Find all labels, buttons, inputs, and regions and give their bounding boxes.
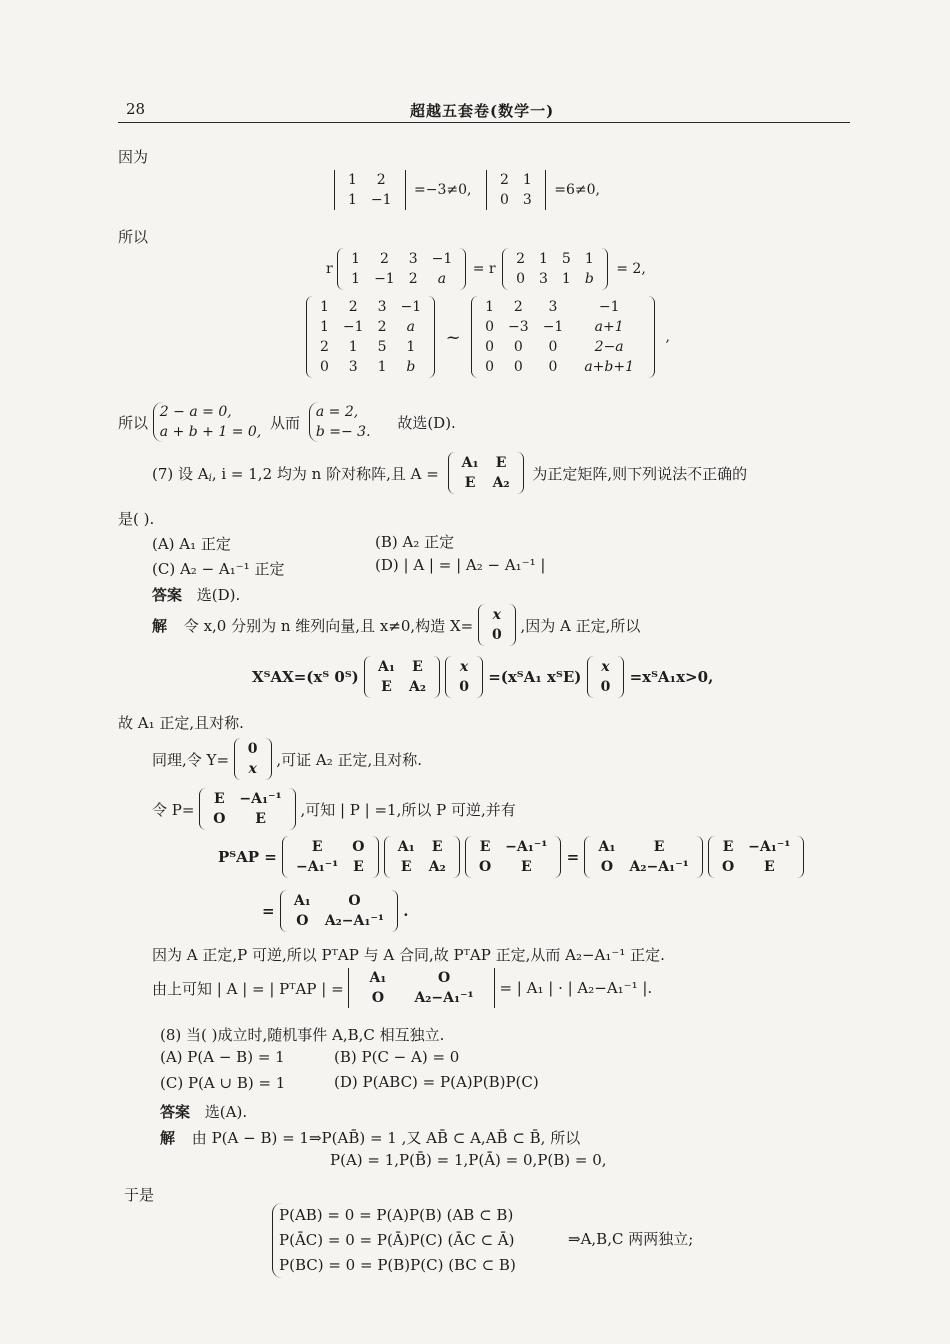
similar-sign: ~: [445, 326, 461, 348]
p-matrix: [199, 788, 295, 830]
q7-subscript: i: [208, 473, 212, 484]
matrix-cell: O: [721, 859, 735, 875]
det1-cell: 2: [376, 172, 386, 188]
option-c: (C) A₂ − A₁⁻¹ 正定: [152, 560, 285, 578]
matrix-cell: E: [464, 475, 476, 491]
matrix-cell: 0: [485, 339, 495, 355]
det-a-block: [348, 968, 494, 1008]
system-row: a = 2,: [315, 404, 359, 420]
vector-x0: [478, 604, 516, 646]
p-text-b: ,可知 | P | =1,所以 P 可逆,并有: [300, 800, 516, 819]
option-b: (B) A₂ 正定: [375, 533, 455, 551]
matrix-cell: O: [437, 970, 451, 986]
matrix-cell: 0: [485, 359, 495, 375]
matrix-cell: −A₁⁻¹: [239, 791, 282, 807]
solution-label: 解: [160, 1129, 176, 1147]
det-a-text-b: = | A₁ | · | A₂−A₁⁻¹ |.: [499, 979, 653, 997]
matrix-cell: −3: [508, 319, 529, 335]
eq2-matrix-3: [465, 836, 561, 878]
matrix-cell: 0: [600, 679, 611, 695]
solution-7-intro: [152, 604, 640, 646]
system-row: a + b + 1 = 0,: [159, 424, 262, 440]
matrix-cell: −A₁⁻¹: [505, 839, 548, 855]
choice-d: 故选(D).: [397, 413, 456, 432]
option-d: (D) | A | = | A₂ − A₁⁻¹ |: [375, 556, 546, 574]
det1-cell: 1: [348, 172, 357, 188]
matrix-cell: 0: [548, 359, 558, 375]
pairwise-conclusion: ⇒A,B,C 两两独立;: [568, 1230, 694, 1248]
rank-matrix-2: [502, 248, 608, 290]
running-title: 超越五套卷(数学一): [410, 102, 555, 120]
matrix-cell: −1: [400, 299, 422, 315]
matrix-cell: 3: [348, 359, 358, 375]
matrix-cell: O: [213, 811, 226, 827]
text-suoyi-2: 所以: [118, 413, 149, 432]
matrix-cell: 5: [561, 251, 571, 267]
matrix-cell: E: [412, 659, 423, 675]
matrix-cell: x: [459, 659, 469, 675]
rank-equals: = r: [472, 261, 496, 277]
q8-option-b: (B) P(C − A) = 0: [334, 1048, 460, 1066]
matrix-cell: 0: [513, 359, 523, 375]
eq1-middle: =(xᵀA₁ xᵀE): [488, 668, 582, 686]
matrix-cell: E: [381, 679, 392, 695]
matrix-cell: O: [296, 913, 309, 929]
quadratic-form-equation: [252, 656, 713, 698]
matrix-cell: A₁: [461, 455, 479, 471]
q7-text-a: (7) 设 A: [152, 464, 209, 483]
matrix-cell: E: [400, 859, 412, 875]
question-7: [152, 452, 747, 494]
sol8-text-a: 由 P(A − B) = 1⇒P(AB̄) = 1 ,又 AB̄ ⊂ A,AB̄ ⊂ B̄, 所以: [191, 1129, 581, 1147]
matrix-cell: x: [601, 659, 610, 675]
answer-7: [152, 584, 240, 605]
matrix-cell: a+b+1: [584, 359, 635, 375]
matrix-cell: A₂: [408, 679, 426, 695]
matrix-cell: E: [213, 791, 225, 807]
sol7-text-b: ,因为 A 正定,所以: [520, 616, 641, 635]
matrix-cell: A₂−A₁⁻¹: [629, 859, 689, 875]
matrix-cell: 0: [513, 339, 523, 355]
y-text-b: ,可证 A₂ 正定,且对称.: [276, 750, 423, 769]
solution-label: 解: [152, 616, 168, 635]
vector-0x: [234, 738, 272, 780]
matrix-cell: E: [479, 839, 491, 855]
q7-block-matrix: [448, 452, 524, 494]
matrix-cell: −1: [374, 271, 395, 287]
matrix-cell: A₁: [377, 659, 395, 675]
system-row: P(BC) = 0 = P(B)P(C) (BC ⊂ B): [279, 1256, 516, 1274]
matrix-cell: −1: [598, 299, 620, 315]
determinant-2: [486, 170, 546, 210]
matrix-cell: 3: [377, 299, 387, 315]
p-matrix-line: [152, 788, 516, 830]
det1-value: =−3≠0,: [414, 182, 472, 198]
eq2-matrix-1: [282, 836, 378, 878]
answer-text: 选(D).: [196, 586, 241, 604]
matrix-cell: a: [406, 319, 415, 335]
eq2-matrix-2: [384, 836, 460, 878]
matrix-cell: A₂: [428, 859, 446, 875]
solution-systems: [118, 402, 456, 442]
matrix-cell: 1: [351, 251, 361, 267]
ptap-equation: [218, 836, 804, 878]
matrix-cell: −1: [542, 319, 564, 335]
system-row: P(AB) = 0 = P(A)P(B) (AB ⊂ B): [279, 1206, 514, 1224]
answer-label: 答案: [160, 1103, 191, 1121]
matrix-cell: b: [406, 359, 416, 375]
rank-value: = 2,: [616, 261, 646, 277]
pairwise-independence-system: [272, 1203, 516, 1278]
matrix-cell: 3: [548, 299, 558, 315]
matrix-cell: 1: [351, 271, 361, 287]
y-text-a: 同理,令 Y=: [152, 750, 230, 769]
independence-brace: [272, 1203, 516, 1278]
matrix-cell: 1: [584, 251, 594, 267]
eq1-vector-1: [445, 656, 483, 698]
answer-label: 答案: [152, 586, 183, 604]
matrix-cell: 1: [377, 359, 387, 375]
matrix-cell: A₁: [598, 839, 616, 855]
matrix-cell: E: [653, 839, 665, 855]
matrix-cell: 0: [491, 627, 502, 643]
sol7-text-a: 令 x,0 分别为 n 维列向量,且 x≠0,构造 X=: [183, 616, 474, 635]
matrix-cell: 0: [320, 359, 329, 375]
matrix-cell: E: [431, 839, 443, 855]
page-number: 28: [126, 100, 146, 118]
q8-option-a: (A) P(A − B) = 1: [160, 1048, 285, 1066]
matrix-cell: A₁: [369, 970, 387, 986]
matrix-cell: 0: [459, 679, 469, 695]
matrix-cell: 1: [320, 319, 329, 335]
matrix-cell: −1: [342, 319, 364, 335]
p-text-a: 令 P=: [152, 800, 195, 819]
matrix-cell: x: [492, 607, 502, 623]
system-row: P(ĀC) = 0 = P(Ā)P(C) (ĀC ⊂ Ā): [279, 1231, 515, 1249]
det1-cell: −1: [370, 192, 392, 208]
eq3-matrix: [280, 890, 398, 932]
matrix-cell: A₂: [492, 475, 510, 491]
matrix-cell: 2: [513, 299, 523, 315]
congruence-statement: 因为 A 正定,P 可逆,所以 PᵀAP 与 A 合同,故 PᵀAP 正定,从而 A₂−A₁⁻¹ 正定.: [152, 946, 665, 964]
det2-cell: 2: [499, 172, 509, 188]
matrix-cell: 2: [320, 339, 329, 355]
matrix-cell: 2: [348, 299, 358, 315]
eq2-matrix-5: [708, 836, 804, 878]
det2-value: =6≠0,: [554, 182, 600, 198]
matrix-cell: O: [600, 859, 614, 875]
det1-cell: 1: [348, 192, 357, 208]
matrix-reduction: [306, 296, 670, 378]
system-row: 2 − a = 0,: [159, 404, 232, 420]
q8-option-c: (C) P(A ∪ B) = 1: [160, 1074, 286, 1092]
solution-8-line-2: P(A) = 1,P(B̄) = 1,P(Ā) = 0,P(B) = 0,: [330, 1151, 607, 1169]
eq2-matrix-4: [584, 836, 702, 878]
matrix-cell: 5: [377, 339, 387, 355]
matrix-cell: a: [437, 271, 447, 287]
matrix-cell: 2: [408, 271, 418, 287]
rank-equation: [326, 248, 646, 290]
rank-symbol: r: [326, 261, 333, 277]
matrix-cell: A₁: [397, 839, 415, 855]
det2-cell: 0: [499, 192, 509, 208]
eq1-vector-2: [587, 656, 625, 698]
matrix-cell: E: [353, 859, 364, 875]
det2-cell: 3: [522, 192, 532, 208]
matrix-cell: 0: [247, 741, 258, 757]
matrix-cell: 1: [406, 339, 416, 355]
answer-8: [160, 1101, 247, 1122]
q7-text-c: 为正定矩阵,则下列说法不正确的: [532, 464, 748, 483]
answer-text: 选(A).: [204, 1103, 248, 1121]
text-yushi: 于是: [124, 1186, 155, 1204]
solution-8-line-1: [160, 1127, 580, 1148]
matrix-cell: b: [584, 271, 594, 287]
matrix-cell: −A₁⁻¹: [748, 839, 791, 855]
det-a-line: [152, 968, 652, 1008]
eq1-left: XᵀAX=(xᵀ 0ᵀ): [252, 668, 359, 686]
determinant-line: [334, 170, 600, 210]
matrix-cell: 0: [516, 271, 525, 287]
matrix-cell: −A₁⁻¹: [296, 859, 339, 875]
matrix-cell: 2: [377, 319, 387, 335]
matrix-cell: E: [495, 455, 507, 471]
matrix-cell: 2: [379, 251, 389, 267]
system-row: b =− 3.: [315, 424, 371, 440]
eq3-period: .: [403, 902, 409, 920]
eq3-equals: =: [262, 902, 275, 920]
matrix-cell: 3: [408, 251, 418, 267]
matrix-cell: O: [352, 839, 365, 855]
matrix-cell: O: [371, 990, 385, 1006]
eq2-equals: =: [566, 848, 580, 866]
matrix-cell: 1: [348, 339, 358, 355]
header-rule: [118, 122, 850, 123]
matrix-cell: 1: [320, 299, 329, 315]
matrix-cell: 1: [538, 251, 548, 267]
matrix-cell: 1: [485, 299, 495, 315]
matrix-cell: E: [520, 859, 532, 875]
system-2: [309, 402, 371, 442]
matrix-cell: E: [255, 811, 266, 827]
reduction-comma: ,: [665, 329, 670, 345]
matrix-cell: A₂−A₁⁻¹: [414, 990, 474, 1006]
matrix-cell: A₂−A₁⁻¹: [324, 913, 385, 929]
matrix-cell: −1: [431, 251, 453, 267]
rank-matrix-1: [337, 248, 466, 290]
det-a-text-a: 由上可知 | A | = | PᵀAP | =: [152, 979, 344, 998]
q8-option-d: (D) P(ABC) = P(A)P(B)P(C): [334, 1073, 539, 1091]
system-1: [153, 402, 261, 442]
det2-cell: 1: [522, 172, 532, 188]
option-a: (A) A₁ 正定: [152, 535, 231, 553]
y-vector-line: [152, 738, 422, 780]
eq1-right: =xᵀA₁x>0,: [629, 668, 714, 686]
matrix-cell: E: [722, 839, 734, 855]
matrix-cell: 0: [548, 339, 558, 355]
matrix-cell: E: [311, 839, 323, 855]
question-8: (8) 当( )成立时,随机事件 A,B,C 相互独立.: [160, 1026, 445, 1044]
eq1-matrix: [364, 656, 440, 698]
determinant-1: [334, 170, 406, 210]
eq2-left: PᵀAP =: [218, 848, 277, 866]
text-suoyi: 所以: [118, 228, 149, 246]
ptap-result: [262, 890, 409, 932]
matrix-cell: 2−a: [594, 339, 624, 355]
text-yinwei: 因为: [118, 148, 149, 166]
matrix-cell: x: [248, 761, 257, 777]
matrix-cell: a+1: [594, 319, 624, 335]
matrix-cell: 3: [538, 271, 548, 287]
conclusion-a1: 故 A₁ 正定,且对称.: [118, 714, 244, 732]
q7-continued: 是( ).: [118, 510, 155, 528]
matrix-cell: 0: [485, 319, 495, 335]
matrix-cell: A₁: [293, 893, 311, 909]
matrix-cell: O: [478, 859, 492, 875]
matrix-cell: 2: [516, 251, 525, 267]
matrix-cell: 1: [561, 271, 571, 287]
matrix-cell: E: [763, 859, 775, 875]
matrix-cell: O: [348, 893, 361, 909]
reduced-matrix: [471, 296, 655, 378]
text-congerr: 从而: [270, 413, 301, 432]
augmented-matrix: [306, 296, 435, 378]
q7-text-b: , i = 1,2 均为 n 阶对称阵,且 A =: [211, 464, 439, 483]
